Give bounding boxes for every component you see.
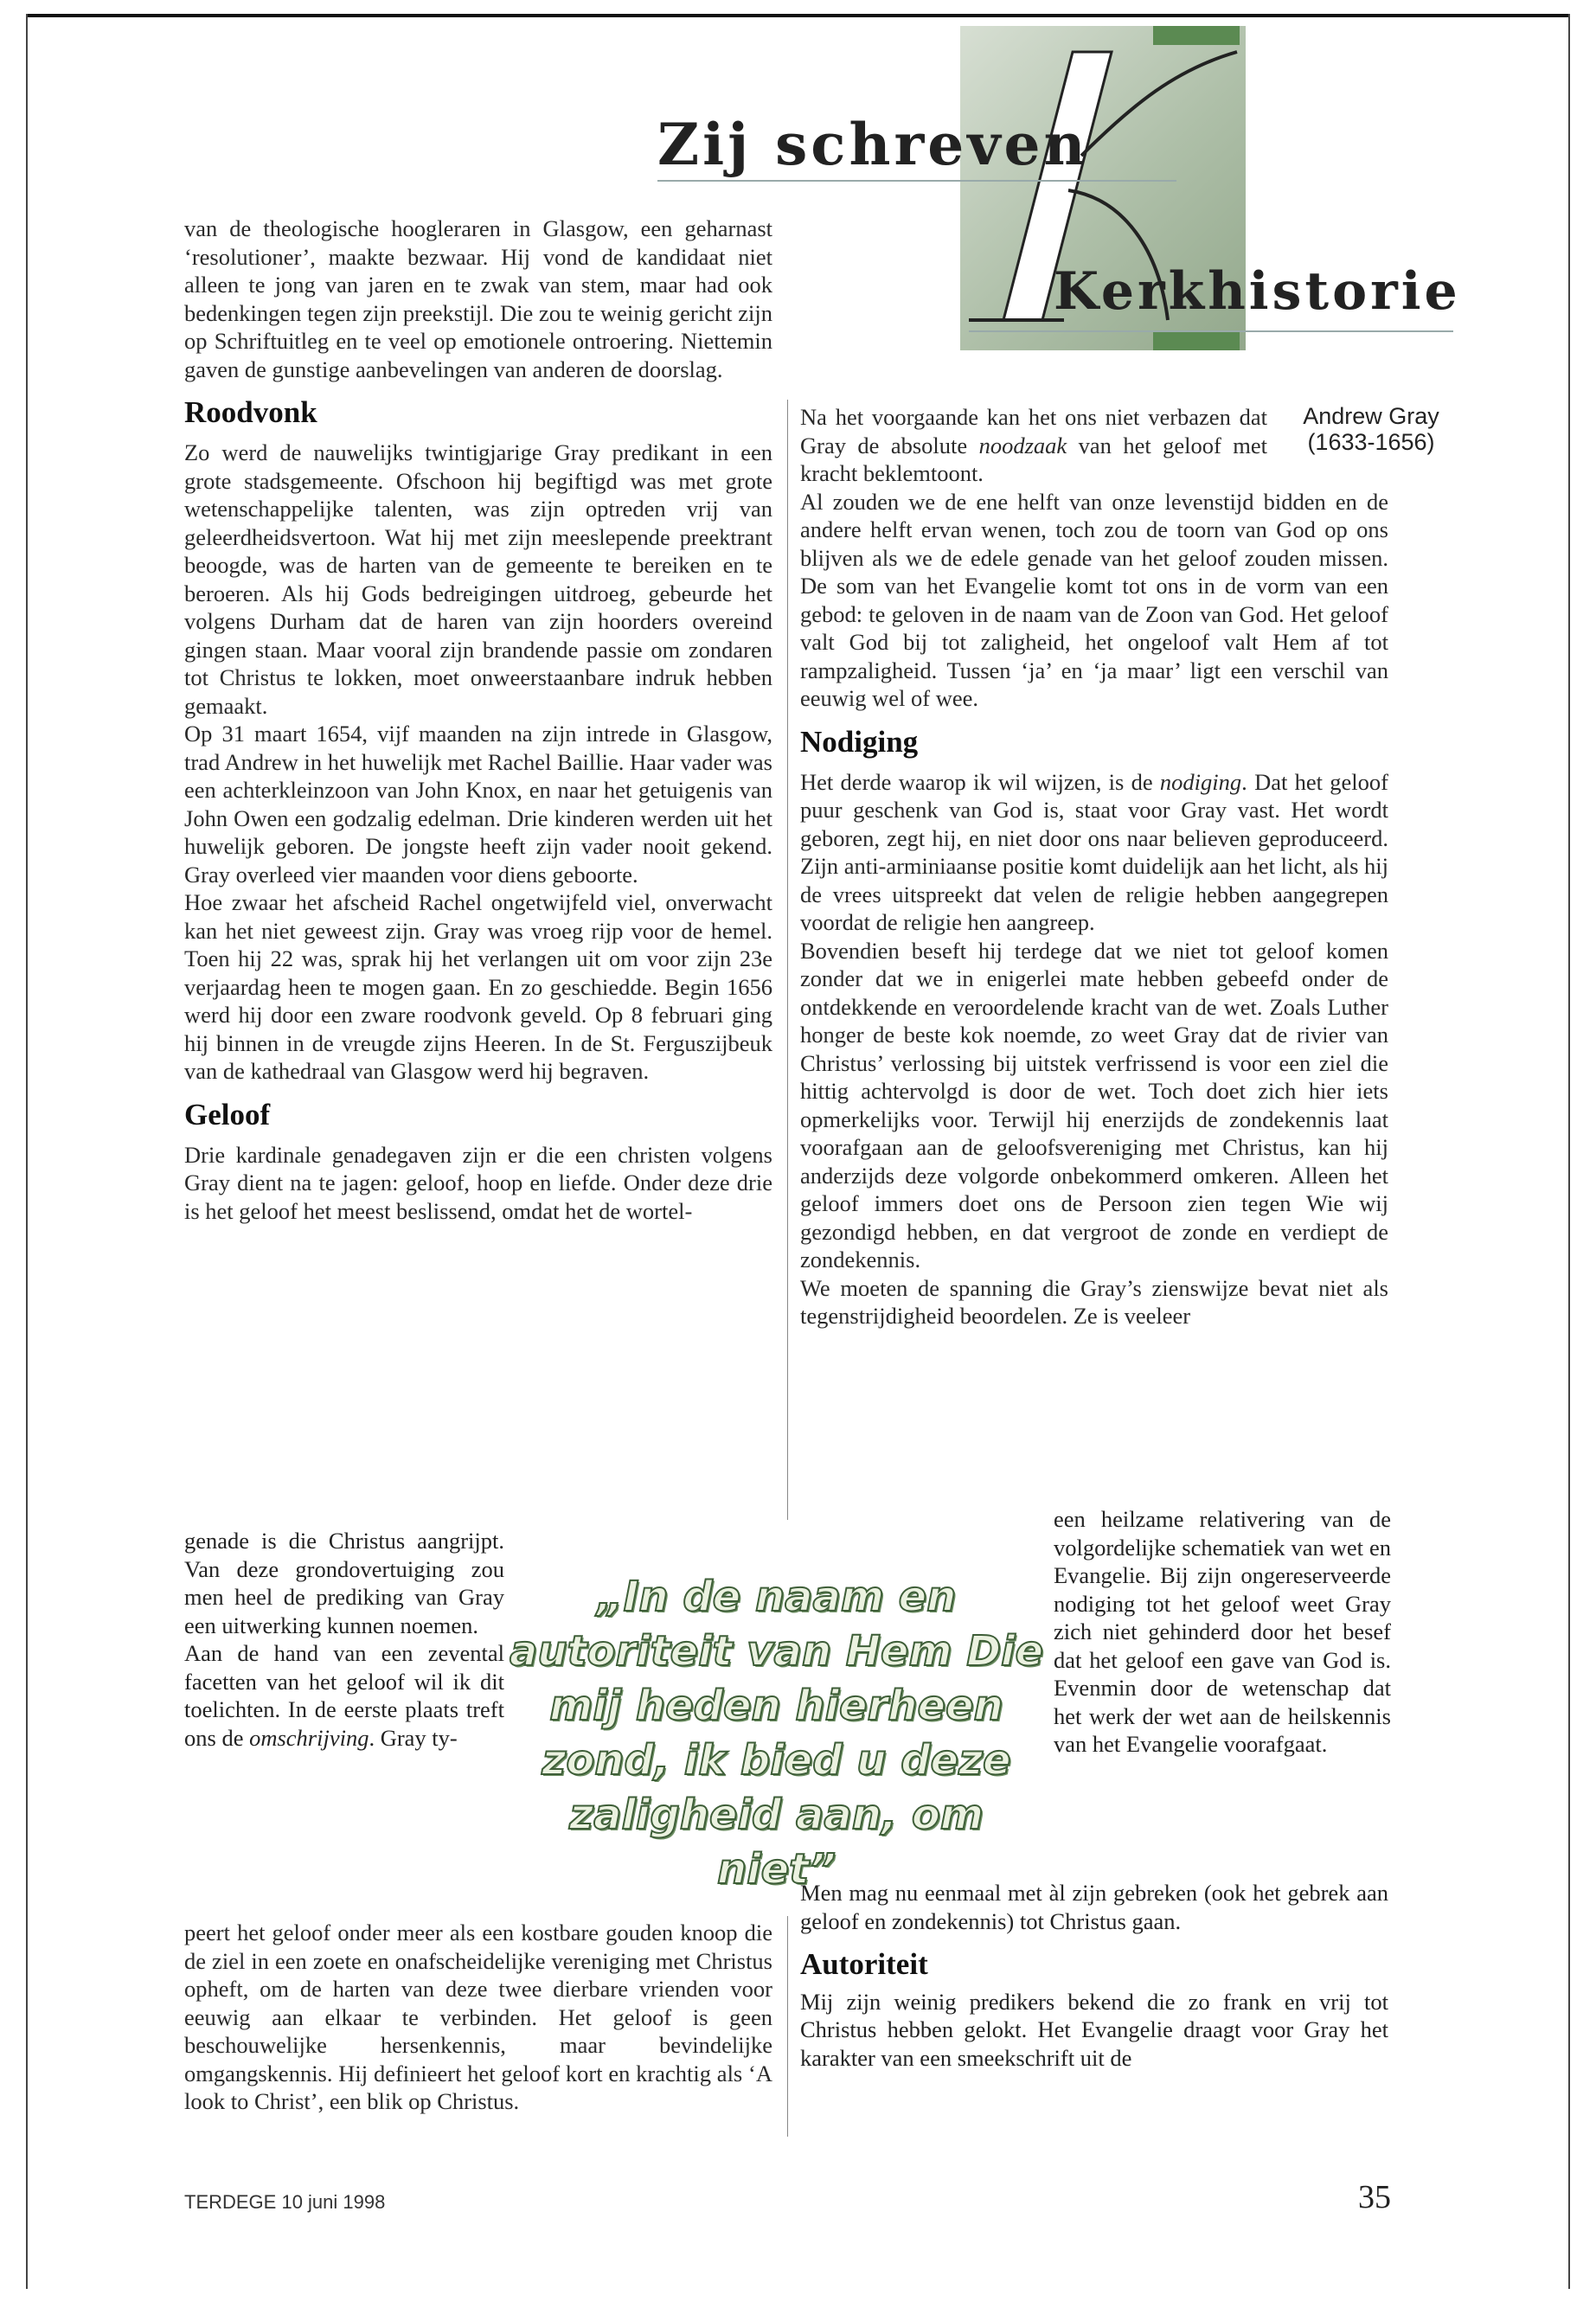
paragraph: peert het geloof onder meer als een kostbare gouden knoop die de ziel in een zoete en onafscheidelijke vereniging met Christus opheft, om de harten van deze twee dierbare vrienden voor eeuwig aan elkaar te verbinden. Het geloof is geen beschouwelijke hersenkennis, maar bevindelijke omgangskennis. Hij definieert het geloof kort en krachtig als ‘A look to Christ’, een blik op Christus. bbox=[184, 1920, 772, 2114]
text-span: . Dat het geloof puur geschenk van God is, staat voor Gray vast. Het wordt geboren, zegt hij, en niet door ons naar believen geproduceerd. Zijn anti-arminiaanse positie komt duidelijk aan het licht, als hij de vrees uitspreekt dat velen de religie hebben aangegrepen voordat de religie hen aangreep. bbox=[800, 768, 1389, 935]
paragraph: We moeten de spanning die Gray’s zienswijze bevat niet als tegenstrijdigheid beoordelen. Ze is veeleer bbox=[800, 1274, 1388, 1329]
paragraph bbox=[800, 403, 1267, 488]
paragraph bbox=[184, 1639, 504, 1752]
paragraph: Mij zijn weinig predikers bekend die zo frank en vrij tot Christus hebben gelokt. Het Evangelie draagt voor Gray het karakter van een smeekschrift uit de bbox=[800, 1988, 1388, 2071]
heading-geloof: Geloof bbox=[184, 1097, 271, 1131]
paragraph bbox=[800, 768, 1388, 937]
text-span: Aan de hand van een zevental facetten van het geloof wil ik dit toelichten. In de eerste plaats treft ons de bbox=[184, 1640, 504, 1751]
paragraph: Al zouden we de ene helft van onze levenstijd bidden en de andere helft ervan wenen, toch zou de toorn van God op ons blijven als we de edele genade van het geloof zouden missen. De som van het Evangelie komt tot ons in de vorm van een gebod: te geloven in de naam van de Zoon van God. Het geloof valt God bij tot zaligheid, het ongeloof valt Hem af tot rampzaligheid. Tussen ‘ja’ en ‘ja maar’ ligt een verschil van eeuwig wel of wee. bbox=[800, 488, 1388, 711]
heading-autoriteit: Autoriteit bbox=[800, 1947, 928, 1981]
column-rule bbox=[787, 400, 788, 1520]
pull-quote-line: zond, ik bied u deze bbox=[542, 1736, 1011, 1785]
masthead-title-line1: Zij schreven bbox=[657, 111, 1089, 178]
text-span: Na het voorgaande kan het ons niet verbazen dat Gray de absolute bbox=[800, 404, 1267, 458]
emphasis: nodiging bbox=[1159, 768, 1242, 795]
masthead-title-line2: Kerkhistorie bbox=[1054, 261, 1461, 322]
left-intro-paragraph: van de theologische hoogleraren in Glasgow, een geharnast ‘resolutioner’, maakte bezwaar. Hij vond de kandidaat niet alleen te jong van jaren en te zwak van stem, maar had ook bedenkingen tegen zijn preekstijl. Die zou te weinig gericht zijn op Schriftuitleg en te veel op emotionele ontroering. Niettemin gaven de gunstige aanbevelingen van anderen de doorslag. bbox=[184, 215, 772, 382]
pull-quote-line: zaligheid aan, om niet” bbox=[569, 1791, 984, 1894]
heading-nodiging: Nodiging bbox=[800, 724, 919, 759]
paragraph: Hoe zwaar het afscheid Rachel ongetwijfeld viel, onverwacht kan het niet geweest zijn. Gray was vroeg rijp voor de hemel. Toen hij 22 was, sprak hij het verlangen uit om voor zijn 23e verjaardag heen te mogen gaan. En zo geschiedde. Begin 1656 werd hij door een zware roodvonk geveld. Op 8 februari ging hij binnen in de vreugde zijns Heeren. In de St. Ferguszijbeuk van de kathedraal van Glasgow werd hij begraven. bbox=[184, 889, 772, 1084]
right-column bbox=[800, 403, 1388, 1330]
right-wrap-text bbox=[1054, 1505, 1391, 1759]
paragraph: Op 31 maart 1654, vijf maanden na zijn intrede in Glasgow, trad Andrew in het huwelijk met Rachel Baillie. Haar vader was een achterkleinzoon van John Knox, en naar het getuigenis van John Owen een godzalig edelman. Drie kinderen werden uit het huwelijk geboren. De jongste heeft zijn vader nooit gekend. Gray overleed vier maanden voor diens geboorte. bbox=[184, 721, 772, 888]
heading-roodvonk: Roodvonk bbox=[184, 395, 317, 429]
author-name: Andrew Gray bbox=[1303, 403, 1439, 429]
page-number: 35 bbox=[1358, 2179, 1391, 2215]
paragraph: Zo werd de nauwelijks twintigjarige Gray predikant in een grote stadsgemeente. Ofschoon hij begiftigd was met grote wetenschappelijke talenten, was zijn optreden vrij van geleerdheidsvertoon. Wat hij met zijn meeslepende preektrant beoogde, was de harten van de gemeente te bereiken en te beroeren. Als hij Gods bedreigingen uitdroeg, gebeurde het volgens Durham dat de haren van zijn hoorders overeind gingen staan. Maar vooral zijn brandende passie om zondaren tot Christus te lokken, moet onweerstaanbare indruk hebben gemaakt. bbox=[184, 439, 772, 719]
right-border bbox=[1568, 14, 1570, 2289]
paragraph: Drie kardinale genadegaven zijn er die een christen volgens Gray dient na te jagen: geloof, hoop en liefde. Onder deze drie is het geloof het meest beslissend, omdat het de wortel- bbox=[184, 1141, 772, 1224]
text-span: van het geloof met kracht beklemtoont. bbox=[800, 432, 1267, 486]
pull-quote-line: mij heden hierheen bbox=[549, 1682, 1003, 1730]
author-dates: (1633-1656) bbox=[1307, 429, 1435, 455]
paragraph: een heilzame relativering van de volgordelijke schematiek van wet en Evangelie. Bij zijn ongereserveerde nodiging tot het geloof weet Gray zich niet gehinderd door het besef dat het geloof een gave van God is. Evenmin door de wetenschap dat het werk der wet aan de heilskennis van het Evangelie voorafgaat. bbox=[1054, 1506, 1391, 1757]
pull-quote-line: autoriteit van Hem Die bbox=[509, 1627, 1044, 1676]
paragraph: genade is die Christus aangrijpt. Van deze grondovertuiging zou men heel de prediking van Gray een uitwerking kunnen noemen. bbox=[184, 1528, 504, 1638]
left-wrap-text bbox=[184, 1527, 504, 1752]
right-column-bottom bbox=[800, 1879, 1388, 2072]
pull-quote bbox=[506, 1570, 1047, 1897]
footer-issue: TERDEGE 10 juni 1998 bbox=[184, 2191, 386, 2213]
left-column-bottom bbox=[184, 1919, 772, 2116]
paragraph: Bovendien beseft hij terdege dat we niet tot geloof komen zonder dat we in enigerlei mate hebben gebeefd onder de ontdekkende en veroordelende kracht van de wet. Zoals Luther honger de beste kok noemde, zo weet Gray dat de rivier van Christus’ verlossing bij uitstek verfrissend is voor een ziel die hittig achtervolgd is door de wet. Toch doet zich hier iets opmerkelijks voor. Terwijl hij enerzijds de zondekennis laat voorafgaan aan de geloofsvereniging met Christus, kan hij anderzijds deze volgorde onbekommerd omkeren. Alleen het geloof immers doet ons de Persoon zien tegen Wie wij gezondigd hebben, en dat vergroot de zonde en verdiept de zondekennis. bbox=[800, 937, 1388, 1272]
column-rule bbox=[787, 1916, 788, 2137]
emphasis: noodzaak bbox=[978, 432, 1067, 458]
masthead-rule bbox=[969, 330, 1453, 332]
text-span: . Gray ty- bbox=[369, 1724, 458, 1751]
left-column bbox=[184, 215, 772, 1225]
left-border bbox=[26, 14, 28, 2289]
paragraph: Men mag nu eenmaal met àl zijn gebreken (ook het gebrek aan geloof en zondekennis) tot Christus gaan. bbox=[800, 1880, 1388, 1934]
emphasis: omschrijving bbox=[249, 1724, 369, 1751]
pull-quote-line: „In de naam en bbox=[596, 1573, 957, 1621]
text-span: Het derde waarop ik wil wijzen, is de bbox=[800, 768, 1153, 795]
masthead-rule bbox=[657, 180, 1176, 182]
top-rule bbox=[26, 14, 1570, 17]
